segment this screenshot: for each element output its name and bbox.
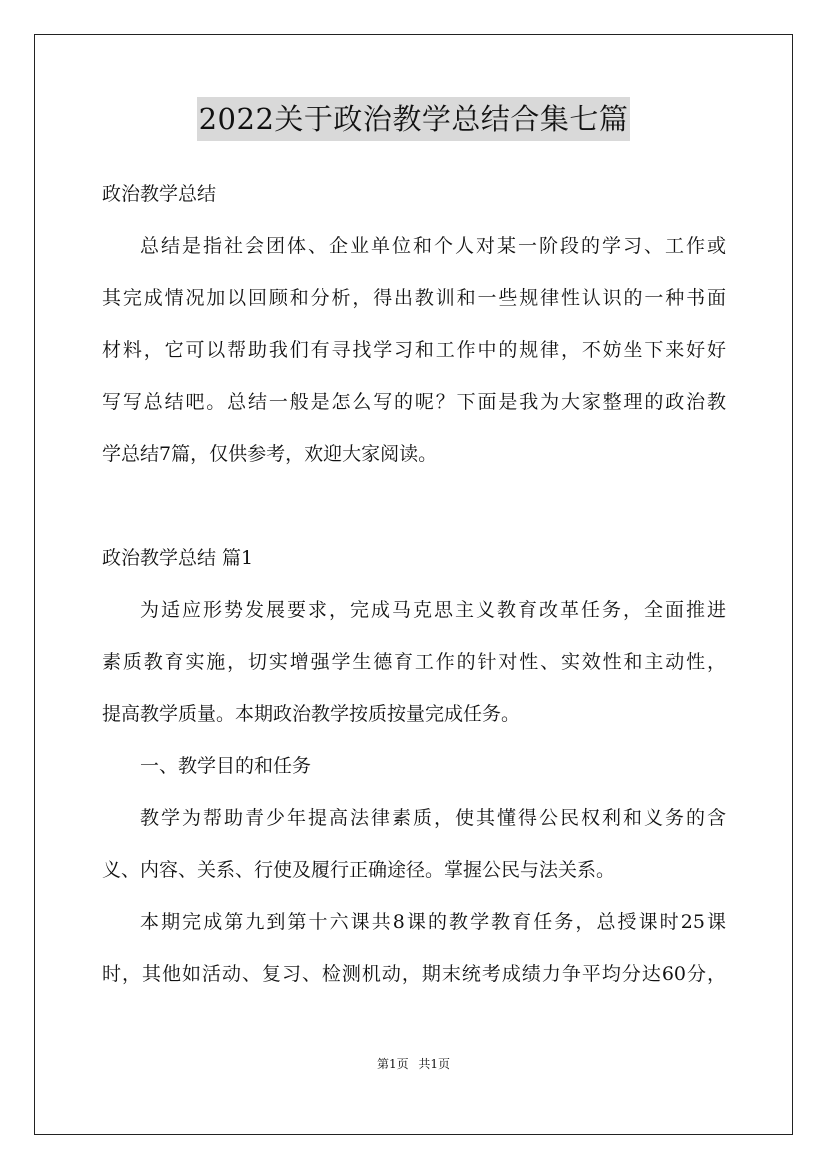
document-title: 2022关于政治教学总结合集七篇 [197,97,631,141]
paragraph-line: 本期完成第九到第十六课共8课的教学教育任务，总授课时25课 [140,911,726,933]
intro-line: 写写总结吧。总结一般是怎么写的呢？下面是我为大家整理的政治教 [102,391,726,413]
paragraph-line: 义、内容、关系、行使及履行正确途径。掌握公民与法关系。 [102,859,616,881]
paragraph-line: 时，其他如活动、复习、检测机动，期末统考成绩力争平均分达60分， [102,963,726,985]
page-total: 共1页 [418,1057,451,1071]
intro-line: 其完成情况加以回顾和分析，得出教训和一些规律性认识的一种书面 [102,287,726,309]
intro-line: 总结是指社会团体、企业单位和个人对某一阶段的学习、工作或 [140,235,726,257]
intro-line: 学总结7篇，仅供参考，欢迎大家阅读。 [102,443,438,465]
intro-heading: 政治教学总结 [102,183,217,205]
paragraph-gap [102,480,726,532]
paragraph-line: 素质教育实施，切实增强学生德育工作的针对性、实效性和主动性， [102,651,726,673]
title-wrapper [0,97,827,141]
page-number: 第1页 [376,1057,409,1071]
paragraph-line: 教学为帮助青少年提高法律素质，使其懂得公民权利和义务的含 [140,807,726,829]
page-footer [0,1055,827,1072]
paragraph-line: 为适应形势发展要求，完成马克思主义教育改革任务，全面推进 [140,599,726,621]
section-heading: 政治教学总结 篇1 [102,547,254,569]
sub-heading: 一、教学目的和任务 [140,755,312,777]
intro-line: 材料，它可以帮助我们有寻找学习和工作中的规律，不妨坐下来好好 [102,339,726,361]
paragraph-line: 提高教学质量。本期政治教学按质按量完成任务。 [102,703,521,725]
document-body [102,168,726,1000]
